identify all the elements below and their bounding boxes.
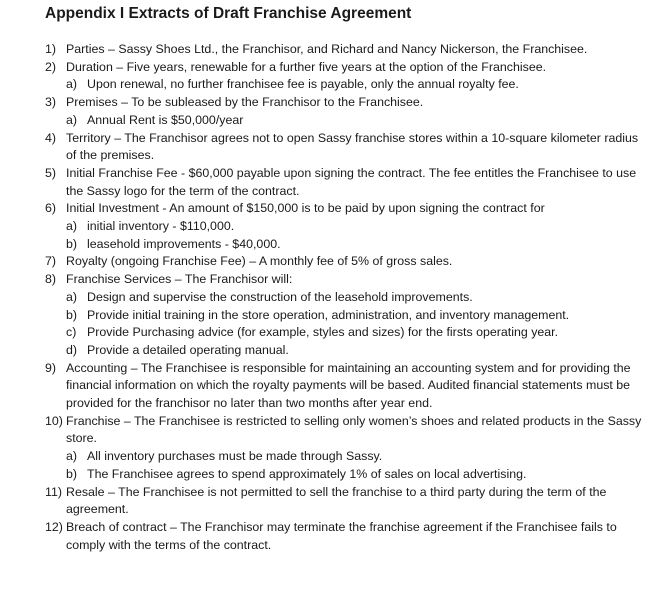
clause-text: Resale – The Franchisee is not permitted to sell the franchise to a third party during the term of the agreement. <box>66 484 607 517</box>
clause-text: Initial Investment - An amount of $150,000 is to be paid by upon signing the contract for <box>66 201 545 216</box>
sub-clause-item <box>45 289 647 307</box>
clause-text: Royalty (ongoing Franchise Fee) – A monthly fee of 5% of gross sales. <box>66 254 453 269</box>
clause-item <box>45 271 647 289</box>
sub-clause-text: Provide Purchasing advice (for example, styles and sizes) for the firsts operating year. <box>87 325 559 340</box>
sub-clause-label: a) <box>66 112 78 127</box>
document-title: Appendix I Extracts of Draft Franchise Agreement <box>45 5 412 22</box>
clause-text: Franchise – The Franchisee is restricted to selling only women’s shoes and related products in the Sassy store. <box>66 413 642 446</box>
sub-clause-label: b) <box>66 466 78 481</box>
sub-clause-label: a) <box>66 449 78 464</box>
sub-clause-label: a) <box>66 289 78 304</box>
sub-clause-item <box>45 324 647 342</box>
clause-text: Parties – Sassy Shoes Ltd., the Franchisor, and Richard and Nancy Nickerson, the Franchisee. <box>66 42 588 56</box>
sub-clause-item <box>45 307 647 325</box>
clause-number: 11) <box>45 484 62 499</box>
clause-item <box>45 41 647 59</box>
sub-clause-text: The Franchisee agrees to spend approximately 1% of sales on local advertising. <box>87 466 527 481</box>
clause-number: 8) <box>45 272 57 287</box>
sub-clause-item <box>45 218 647 236</box>
clause-item <box>45 253 647 271</box>
clause-number: 4) <box>45 130 57 145</box>
clause-item <box>45 484 647 519</box>
sub-clause-item <box>45 342 647 360</box>
clause-item <box>45 360 647 413</box>
sub-clause-text: All inventory purchases must be made through Sassy. <box>87 449 383 464</box>
sub-clause-label: c) <box>66 325 77 340</box>
clause-item <box>45 519 647 554</box>
clause-number: 12) <box>45 519 63 534</box>
clause-item <box>45 94 647 112</box>
clause-text: Duration – Five years, renewable for a further five years at the option of the Franchisee. <box>66 59 547 74</box>
sub-clause-item <box>45 448 647 466</box>
clause-item <box>45 59 647 77</box>
sub-clause-text: Design and supervise the construction of the leasehold improvements. <box>87 289 473 304</box>
clause-text: Franchise Services – The Franchisor will: <box>66 272 293 287</box>
sub-clause-text: leasehold improvements - $40,000. <box>87 236 281 251</box>
sub-clause-item <box>45 112 647 130</box>
sub-clause-label: a) <box>66 77 78 92</box>
sub-clause-item <box>45 76 647 94</box>
sub-clause-text: Annual Rent is $50,000/year <box>87 112 244 127</box>
clause-number: 3) <box>45 95 57 110</box>
clause-number: 10) <box>45 413 63 428</box>
clause-text: Accounting – The Franchisee is responsible for maintaining an accounting system and for providing the financial information on which the royalty payments will be based. Audited financial statements must be provided for the franchisor no later than two months after year end. <box>66 360 631 411</box>
clause-text: Initial Franchise Fee - $60,000 payable upon signing the contract. The fee entitles the Franchisee to use the Sassy logo for the term of the contract. <box>66 165 637 198</box>
clause-number: 9) <box>45 360 57 375</box>
sub-clause-text: Upon renewal, no further franchisee fee is payable, only the annual royalty fee. <box>87 77 519 92</box>
clause-item <box>45 200 647 218</box>
sub-clause-text: Provide a detailed operating manual. <box>87 342 289 357</box>
sub-clause-text: Provide initial training in the store operation, administration, and inventory management. <box>87 307 570 322</box>
clause-item <box>45 413 647 448</box>
sub-clause-label: a) <box>66 219 78 234</box>
sub-clause-label: b) <box>66 236 78 251</box>
sub-clause-text: initial inventory - $110,000. <box>87 219 235 234</box>
sub-clause-label: d) <box>66 342 78 357</box>
clause-text: Premises – To be subleased by the Franchisor to the Franchisee. <box>66 95 424 110</box>
sub-clause-item <box>45 466 647 484</box>
clause-text: Breach of contract – The Franchisor may terminate the franchise agreement if the Franchisee fails to comply with the terms of the contract. <box>66 519 617 552</box>
sub-clause-item <box>45 236 647 254</box>
clause-item <box>45 130 647 165</box>
clause-item <box>45 165 647 200</box>
clause-number: 1) <box>45 42 57 56</box>
clause-number: 2) <box>45 59 57 74</box>
clause-number: 7) <box>45 254 57 269</box>
clause-text: Territory – The Franchisor agrees not to open Sassy franchise stores within a 10-square kilometer radius of the premises. <box>66 130 639 163</box>
clause-list <box>45 41 647 554</box>
clause-number: 6) <box>45 201 57 216</box>
clause-number: 5) <box>45 165 57 180</box>
sub-clause-label: b) <box>66 307 78 322</box>
